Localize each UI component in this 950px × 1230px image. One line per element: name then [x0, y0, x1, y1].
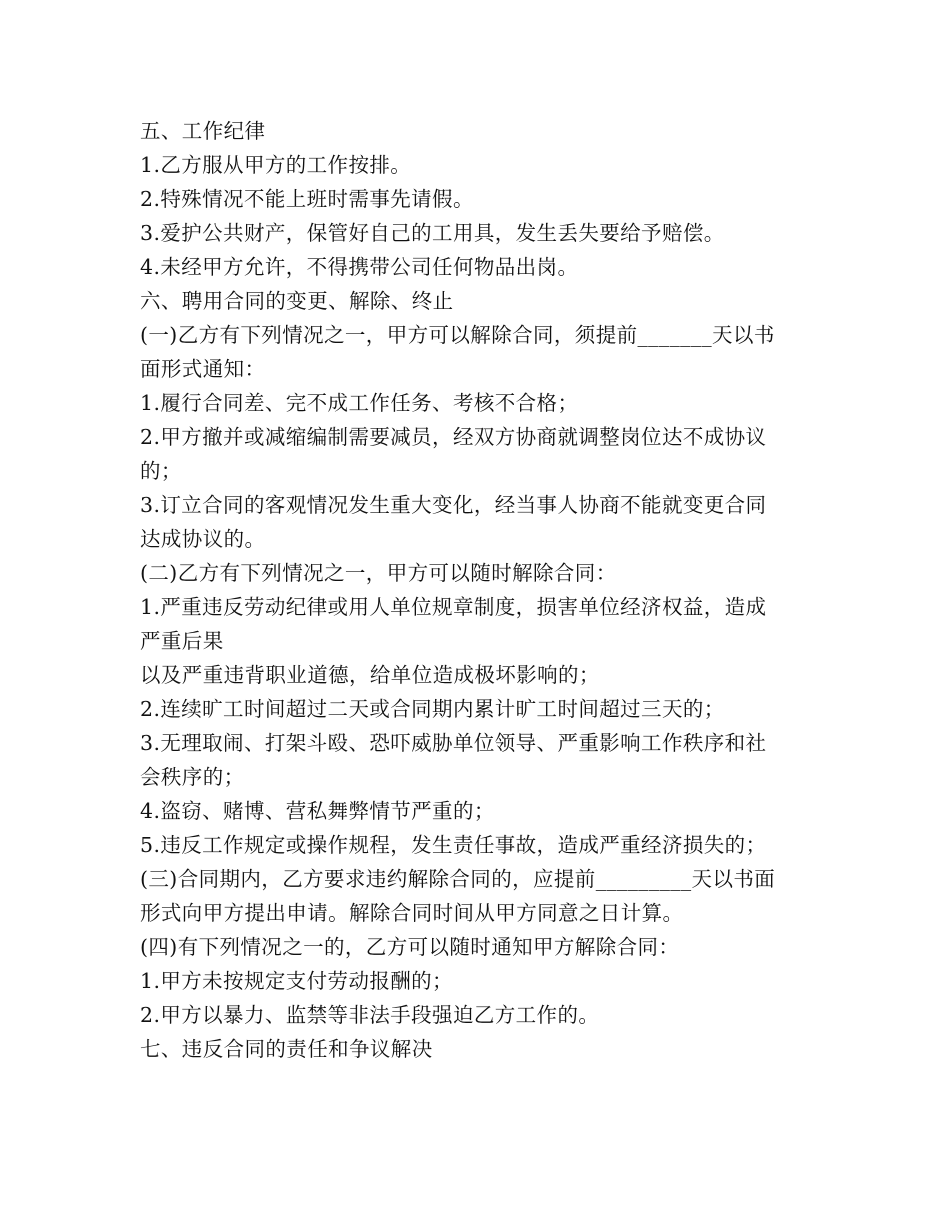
section-heading: 七、违反合同的责任和争议解决: [140, 1037, 433, 1061]
paragraph-line: 会秩序的；: [140, 765, 245, 789]
paragraph-line: 2.特殊情况不能上班时需事先请假。: [140, 187, 474, 211]
paragraph-line: 以及严重违背职业道德，给单位造成极坏影响的；: [140, 663, 600, 687]
paragraph-line: 达成协议的。: [140, 527, 266, 551]
paragraph-line: (一)乙方有下列情况之一，甲方可以解除合同，须提前_______天以书: [140, 323, 775, 347]
paragraph-line: 的；: [140, 459, 182, 483]
document-body: [140, 114, 830, 1066]
paragraph-line: 2.甲方撤并或减缩编制需要减员，经双方协商就调整岗位达不成协议: [140, 425, 767, 449]
paragraph-line: 5.违反工作规定或操作规程，发生责任事故，造成严重经济损失的；: [140, 833, 767, 857]
section-heading: 六、聘用合同的变更、解除、终止: [140, 289, 454, 313]
paragraph-line: 1.甲方未按规定支付劳动报酬的；: [140, 969, 453, 993]
paragraph-line: 3.订立合同的客观情况发生重大变化，经当事人协商不能就变更合同: [140, 493, 767, 517]
paragraph-line: 面形式通知：: [140, 357, 266, 381]
paragraph-line: (三)合同期内，乙方要求违约解除合同的，应提前_________天以书面: [140, 867, 776, 891]
paragraph-line: 2.甲方以暴力、监禁等非法手段强迫乙方工作的。: [140, 1003, 600, 1027]
paragraph-line: (四)有下列情况之一的，乙方可以随时通知甲方解除合同：: [140, 935, 680, 959]
section-heading: 五、工作纪律: [140, 119, 266, 143]
paragraph-line: (二)乙方有下列情况之一，甲方可以随时解除合同：: [140, 561, 617, 585]
paragraph-line: 2.连续旷工时间超过二天或合同期内累计旷工时间超过三天的；: [140, 697, 725, 721]
paragraph-line: 3.无理取闹、打架斗殴、恐吓威胁单位领导、严重影响工作秩序和社: [140, 731, 767, 755]
paragraph-line: 4.盗窃、赌博、营私舞弊情节严重的；: [140, 799, 495, 823]
paragraph-line: 3.爱护公共财产，保管好自己的工用具，发生丢失要给予赔偿。: [140, 221, 725, 245]
paragraph-line: 4.未经甲方允许，不得携带公司任何物品出岗。: [140, 255, 579, 279]
paragraph-line: 严重后果: [140, 629, 224, 653]
paragraph-line: 形式向甲方提出申请。解除合同时间从甲方同意之日计算。: [140, 901, 684, 925]
paragraph-line: 1.乙方服从甲方的工作按排。: [140, 153, 412, 177]
paragraph-line: 1.履行合同差、完不成工作任务、考核不合格；: [140, 391, 579, 415]
paragraph-line: 1.严重违反劳动纪律或用人单位规章制度，损害单位经济权益，造成: [140, 595, 767, 619]
